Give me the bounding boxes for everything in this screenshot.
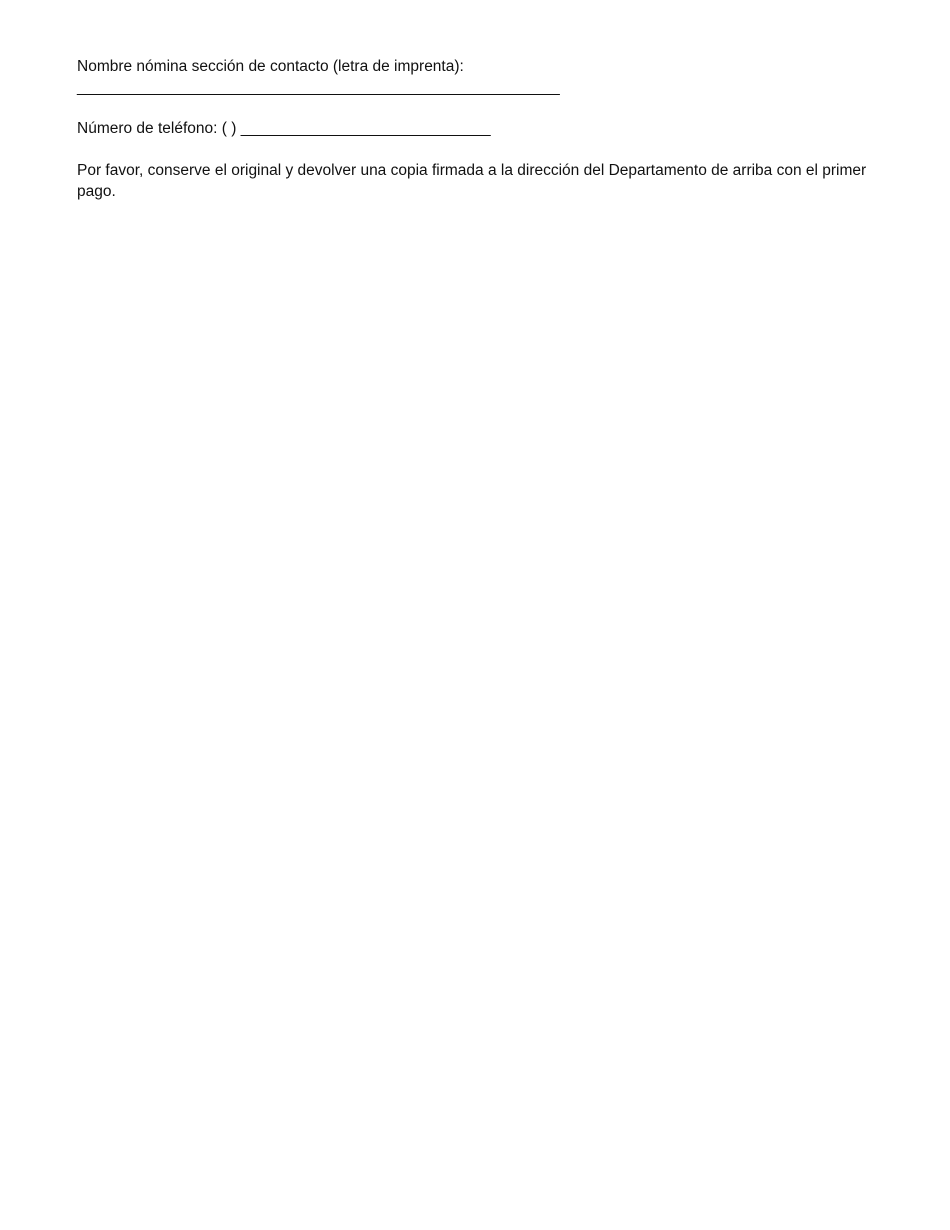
- contact-name-label: Nombre nómina sección de contacto (letra de imprenta):: [77, 58, 464, 75]
- phone-number-field[interactable]: Número de teléfono: ( ) _____________________________: [77, 120, 491, 137]
- contact-name-field[interactable]: ________________________________________________________: [77, 79, 560, 96]
- instructions-paragraph: Por favor, conserve el original y devolver una copia firmada a la dirección del Departamento de arriba con el primer pago.: [77, 162, 867, 200]
- spacer: [77, 139, 867, 160]
- form-content: [77, 56, 867, 202]
- spacer: [77, 98, 867, 118]
